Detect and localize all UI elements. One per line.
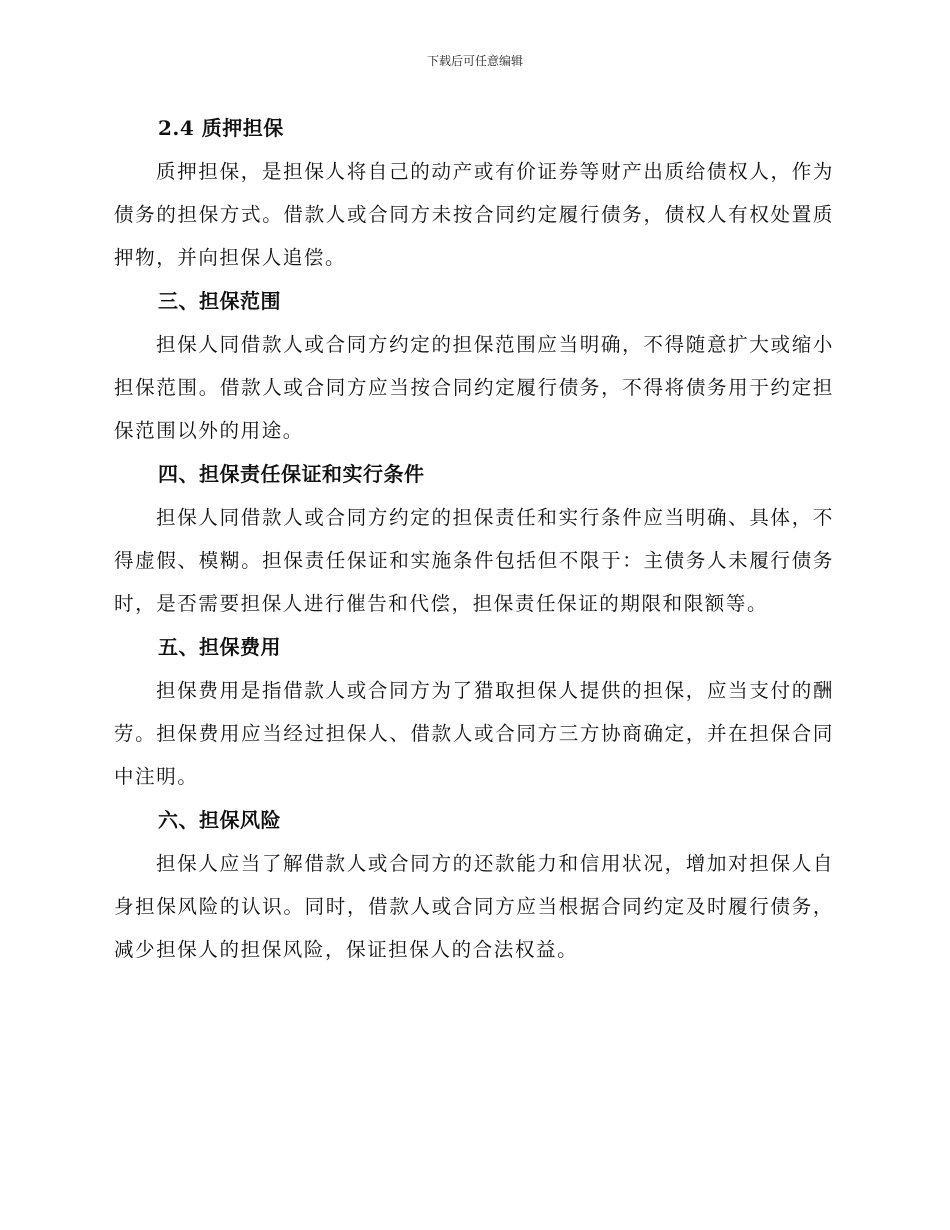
section-heading: 六、担保风险 xyxy=(158,808,281,832)
section-heading: 四、担保责任保证和实行条件 xyxy=(158,462,425,486)
section-guarantee-scope xyxy=(114,279,834,452)
section-guarantee-risk xyxy=(114,798,834,971)
section-heading: 2.4 质押担保 xyxy=(158,116,284,140)
section-pledge-guarantee xyxy=(114,106,834,279)
section-paragraph: 担保人同借款人或合同方约定的担保范围应当明确，不得随意扩大或缩小担保范围。借款人或合同方应当按合同约定履行债务，不得将债务用于约定担保范围以外的用途。 xyxy=(114,333,834,442)
section-paragraph: 担保费用是指借款人或合同方为了猎取担保人提供的担保，应当支付的酬劳。担保费用应当经过担保人、借款人或合同方三方协商确定，并在担保合同中注明。 xyxy=(114,679,834,788)
page-header: 下载后可任意编辑 xyxy=(426,54,523,68)
section-heading: 三、担保范围 xyxy=(158,289,281,313)
section-paragraph: 质押担保，是担保人将自己的动产或有价证券等财产出质给债权人，作为债务的担保方式。借款人或合同方未按合同约定履行债务，债权人有权处置质押物，并向担保人追偿。 xyxy=(114,160,834,269)
section-guarantee-liability xyxy=(114,452,834,625)
section-guarantee-fee xyxy=(114,625,834,798)
document-body xyxy=(114,106,834,971)
section-paragraph: 担保人应当了解借款人或合同方的还款能力和信用状况，增加对担保人自身担保风险的认识。同时，借款人或合同方应当根据合同约定及时履行债务，减少担保人的担保风险，保证担保人的合法权益。 xyxy=(114,852,834,961)
section-paragraph: 担保人同借款人或合同方约定的担保责任和实行条件应当明确、具体，不得虚假、模糊。担保责任保证和实施条件包括但不限于：主债务人未履行债务时，是否需要担保人进行催告和代偿，担保责任保证的期限和限额等。 xyxy=(114,506,834,615)
section-heading: 五、担保费用 xyxy=(158,635,281,659)
